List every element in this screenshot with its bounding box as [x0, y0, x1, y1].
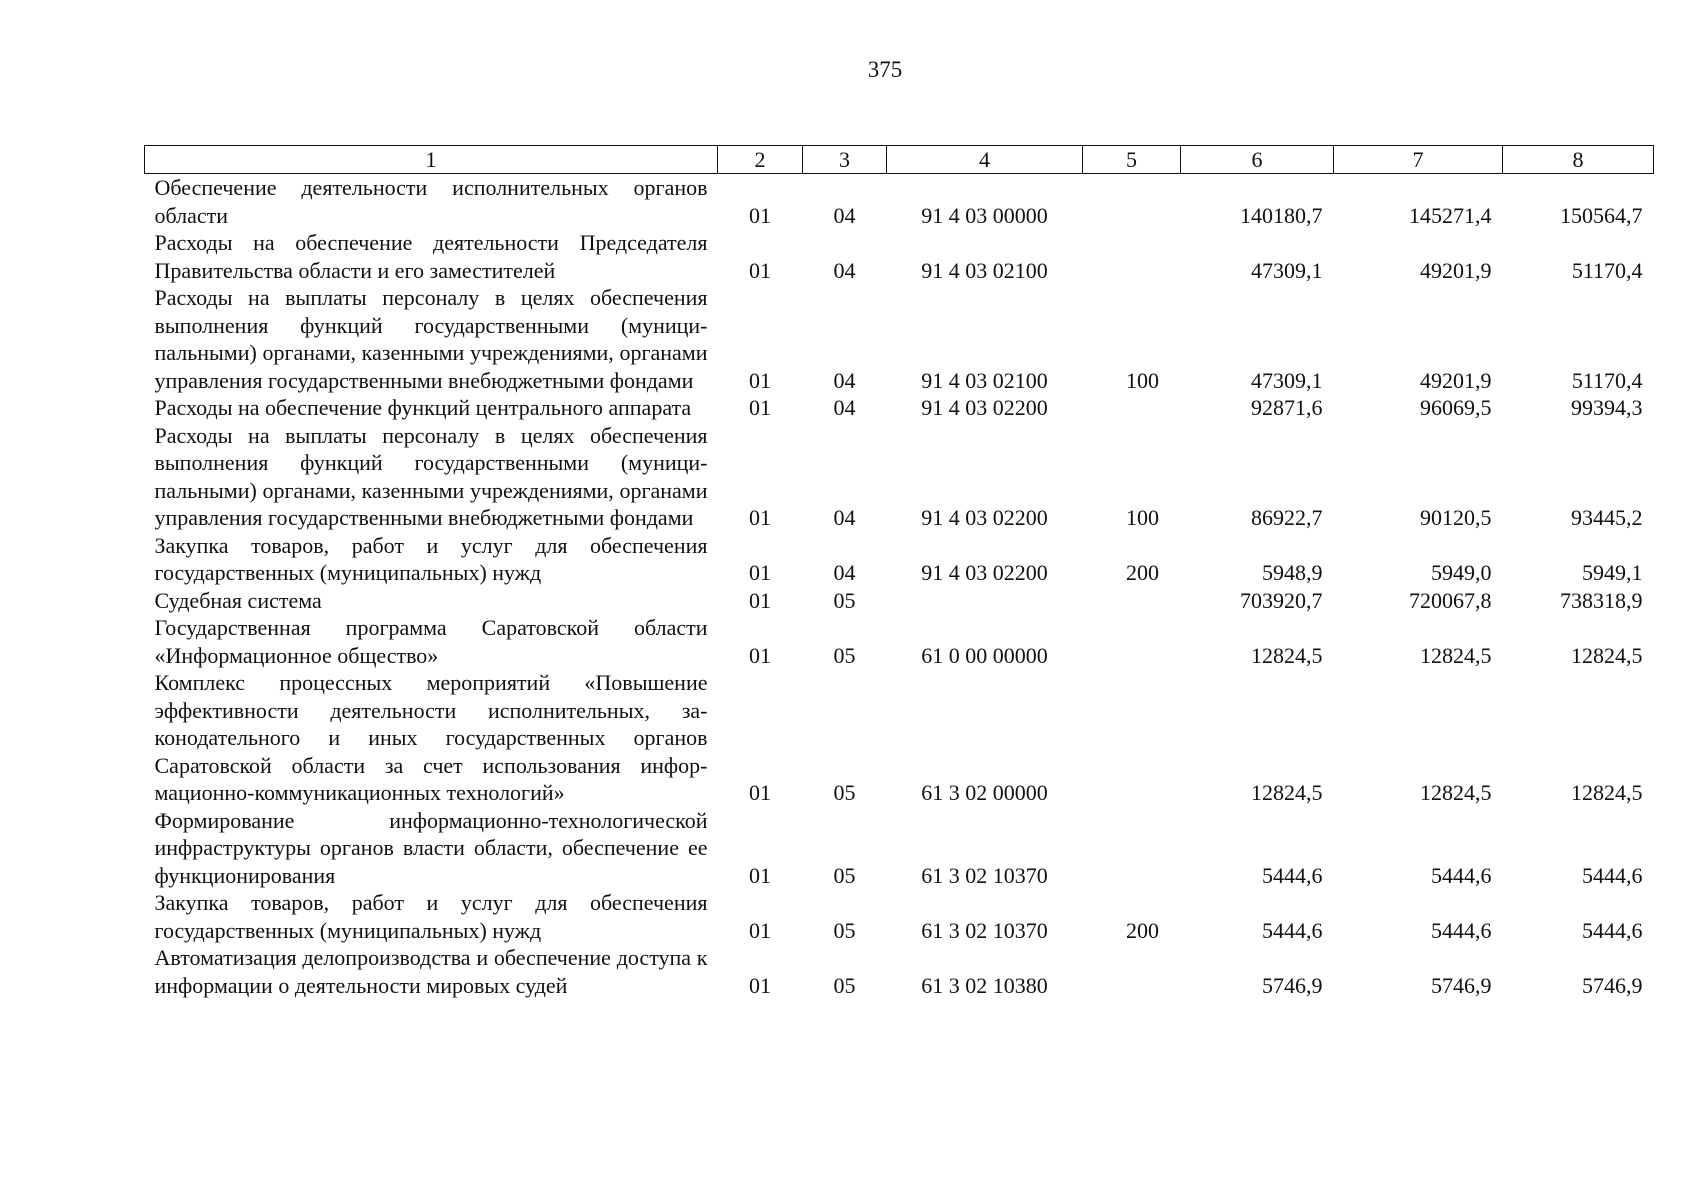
expense-type-cell: [1083, 807, 1181, 890]
expense-type-cell: [1083, 669, 1181, 807]
target-article-cell: 61 3 02 10380: [921, 972, 1048, 998]
table-row: [145, 614, 1654, 669]
expense-name-cell: Закупка товаров, работ и услуг для обеспечения государственных (муниципальных) нужд: [154, 532, 708, 585]
table-row: [145, 587, 1654, 615]
subsection-code-cell: 05: [833, 917, 856, 943]
expense-type-cell: [1083, 614, 1181, 669]
expense-name-cell: Расходы на обеспечение функций центрального аппарата: [154, 395, 692, 420]
amount-col-8-cell: 738318,9: [1560, 587, 1643, 613]
target-article-cell: 91 4 03 02200: [921, 560, 1048, 585]
amount-col-8-cell: 99394,3: [1571, 395, 1643, 420]
target-article-cell: [887, 587, 1083, 615]
expense-name-cell: Формирование информационно-технологической инфраструктуры органов власти области, обеспечение ее функционирования: [154, 807, 708, 888]
target-article-cell: 61 3 02 00000: [921, 780, 1048, 805]
amount-col-6-cell: 703920,7: [1240, 587, 1323, 613]
header-col-4: 4: [887, 146, 1083, 174]
amount-col-8-cell: 12824,5: [1571, 642, 1643, 668]
table-body: [145, 174, 1654, 1000]
expense-name-cell: Обеспечение деятельности исполнительных органов области: [154, 175, 708, 228]
expense-type-cell: 200: [1126, 560, 1159, 585]
table-row: [145, 669, 1654, 807]
expense-name-cell: Расходы на обеспечение деятельности Председателя Правительства области и его заместителей: [154, 230, 708, 283]
amount-col-7-cell: 90120,5: [1420, 505, 1492, 530]
amount-col-8-cell: 12824,5: [1571, 780, 1643, 805]
amount-col-8-cell: 5746,9: [1582, 972, 1643, 998]
amount-col-8-cell: 93445,2: [1571, 505, 1643, 530]
header-col-8: 8: [1503, 146, 1654, 174]
section-code-cell: 01: [749, 780, 771, 805]
expense-type-cell: [1083, 394, 1181, 422]
table-row: [145, 174, 1654, 230]
amount-col-7-cell: 49201,9: [1420, 367, 1492, 393]
subsection-code-cell: 05: [833, 780, 856, 805]
target-article-cell: 91 4 03 00000: [921, 202, 1048, 228]
amount-col-6-cell: 5444,6: [1262, 917, 1323, 943]
target-article-cell: 91 4 03 02200: [921, 505, 1048, 530]
header-row: [145, 146, 1654, 174]
header-col-3: 3: [803, 146, 887, 174]
amount-col-6-cell: 5746,9: [1262, 972, 1323, 998]
table-row: [145, 394, 1654, 422]
subsection-code-cell: 04: [833, 395, 856, 420]
expense-type-cell: [1083, 587, 1181, 615]
expense-type-cell: 200: [1126, 917, 1159, 943]
expense-name-cell: Судебная система: [154, 587, 322, 613]
amount-col-8-cell: 5949,1: [1582, 560, 1643, 585]
amount-col-7-cell: 12824,5: [1420, 642, 1492, 668]
amount-col-7-cell: 5746,9: [1431, 972, 1492, 998]
expense-name-cell: Расходы на выплаты персоналу в целях обеспечения выполнения функций государственными (муниципальными) органами, казенными учреждениями, органами управления государственными внебюджетными фондами: [154, 422, 708, 530]
section-code-cell: 01: [749, 202, 771, 228]
section-code-cell: 01: [749, 642, 771, 668]
table-row: [145, 229, 1654, 284]
subsection-code-cell: 04: [833, 257, 856, 283]
amount-col-6-cell: 86922,7: [1251, 505, 1323, 530]
expense-name-cell: Государственная программа Саратовской области «Информационное общество»: [154, 615, 708, 668]
amount-col-6-cell: 12824,5: [1251, 642, 1323, 668]
subsection-code-cell: 04: [833, 202, 856, 228]
table-row: [145, 284, 1654, 394]
page-number: 375: [867, 57, 903, 82]
amount-col-7-cell: 49201,9: [1420, 257, 1492, 283]
expense-name-cell: Комплекс процессных мероприятий «Повышение эффективности деятельности исполнительных, законодательного и иных государственных органов Саратовской области за счет использования информационно-коммуникационных технологий»: [154, 670, 708, 805]
target-article-cell: 61 0 00 00000: [921, 642, 1048, 668]
amount-col-8-cell: 150564,7: [1560, 202, 1643, 228]
subsection-code-cell: 05: [833, 642, 856, 668]
amount-col-7-cell: 5949,0: [1431, 560, 1492, 585]
expense-type-cell: [1083, 944, 1181, 999]
subsection-code-cell: 05: [833, 972, 856, 998]
expense-name-cell: Автоматизация делопроизводства и обеспечение доступа к информации о деятельности мировых судей: [154, 945, 708, 998]
header-col-2: 2: [718, 146, 803, 174]
target-article-cell: 91 4 03 02200: [921, 395, 1048, 420]
table-row: [145, 889, 1654, 944]
subsection-code-cell: 04: [833, 505, 856, 530]
amount-col-8-cell: 5444,6: [1582, 862, 1643, 888]
subsection-code-cell: 04: [833, 367, 856, 393]
header-col-6: 6: [1181, 146, 1334, 174]
amount-col-8-cell: 5444,6: [1582, 917, 1643, 943]
section-code-cell: 01: [749, 367, 771, 393]
amount-col-6-cell: 5444,6: [1262, 862, 1323, 888]
header-col-7: 7: [1334, 146, 1503, 174]
amount-col-8-cell: 51170,4: [1571, 367, 1643, 393]
expense-name-cell: Расходы на выплаты персоналу в целях обеспечения выполнения функций государственными (муниципальными) органами, казенными учреждениями, органами управления государственными внебюджетными фондами: [154, 285, 708, 393]
section-code-cell: 01: [749, 587, 771, 613]
table-row: [145, 944, 1654, 999]
amount-col-6-cell: 140180,7: [1240, 202, 1323, 228]
target-article-cell: 91 4 03 02100: [921, 367, 1048, 393]
target-article-cell: 91 4 03 02100: [921, 257, 1048, 283]
subsection-code-cell: 05: [833, 587, 856, 613]
amount-col-6-cell: 12824,5: [1251, 780, 1323, 805]
amount-col-7-cell: 5444,6: [1431, 862, 1492, 888]
amount-col-7-cell: 96069,5: [1420, 395, 1492, 420]
header-col-5: 5: [1083, 146, 1181, 174]
section-code-cell: 01: [749, 560, 771, 585]
table-row: [145, 807, 1654, 890]
table-row: [145, 422, 1654, 532]
amount-col-6-cell: 47309,1: [1251, 257, 1323, 283]
table-header: [145, 146, 1654, 174]
section-code-cell: 01: [749, 862, 771, 888]
expense-name-cell: Закупка товаров, работ и услуг для обеспечения государственных (муниципальных) нужд: [154, 890, 708, 943]
header-col-1: 1: [145, 146, 718, 174]
target-article-cell: 61 3 02 10370: [921, 917, 1048, 943]
amount-col-7-cell: 5444,6: [1431, 917, 1492, 943]
amount-col-7-cell: 720067,8: [1409, 587, 1492, 613]
subsection-code-cell: 05: [833, 862, 856, 888]
subsection-code-cell: 04: [833, 560, 856, 585]
amount-col-6-cell: 92871,6: [1251, 395, 1323, 420]
section-code-cell: 01: [749, 917, 771, 943]
target-article-cell: 61 3 02 10370: [921, 862, 1048, 888]
amount-col-8-cell: 51170,4: [1571, 257, 1643, 283]
section-code-cell: 01: [749, 505, 771, 530]
table-row: [145, 532, 1654, 587]
section-code-cell: 01: [749, 257, 771, 283]
amount-col-6-cell: 5948,9: [1262, 560, 1323, 585]
section-code-cell: 01: [749, 395, 771, 420]
amount-col-7-cell: 145271,4: [1409, 202, 1492, 228]
budget-table: [144, 145, 1654, 999]
expense-type-cell: 100: [1126, 367, 1159, 393]
expense-type-cell: 100: [1126, 505, 1159, 530]
section-code-cell: 01: [749, 972, 771, 998]
expense-type-cell: [1083, 174, 1181, 230]
amount-col-7-cell: 12824,5: [1420, 780, 1492, 805]
expense-type-cell: [1083, 229, 1181, 284]
amount-col-6-cell: 47309,1: [1251, 367, 1323, 393]
